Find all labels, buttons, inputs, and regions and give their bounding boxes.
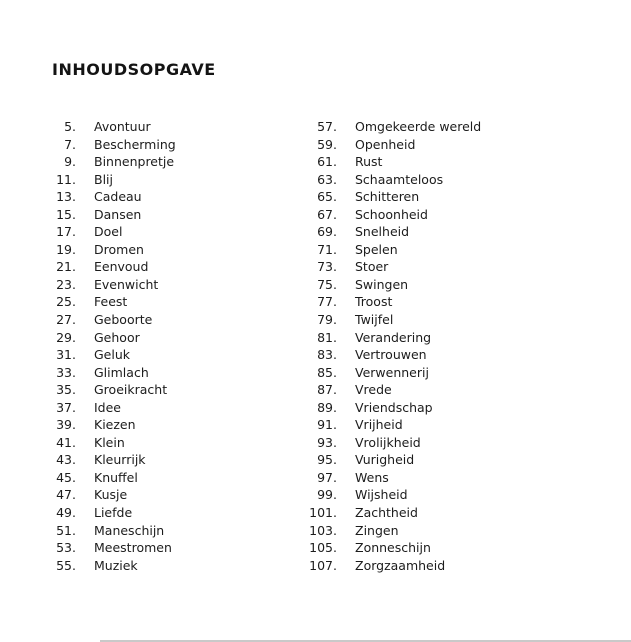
toc-entry <box>305 136 621 154</box>
toc-entry-number: 27. <box>56 312 76 328</box>
toc-entry-number: 87. <box>317 382 337 398</box>
toc-entry <box>44 504 305 522</box>
toc-entry-label: Zingen <box>355 522 399 538</box>
toc-entry-number: 77. <box>317 294 337 310</box>
toc-entry-number: 15. <box>56 206 76 222</box>
toc-entry-label: Kusje <box>94 487 128 503</box>
toc-entry-label: Gehoor <box>94 329 140 345</box>
toc-entry <box>44 364 305 382</box>
toc-entry <box>305 293 621 311</box>
toc-entry <box>305 557 621 575</box>
toc-entry <box>305 241 621 259</box>
toc-entry <box>305 171 621 189</box>
toc-entry <box>305 504 621 522</box>
toc-entry-number: 49. <box>56 505 76 521</box>
toc-entry-number: 95. <box>317 452 337 468</box>
toc-entry-number: 89. <box>317 399 337 415</box>
toc-entry-number: 25. <box>56 294 76 310</box>
toc-entry-number: 17. <box>56 224 76 240</box>
toc-entry-label: Kiezen <box>94 417 136 433</box>
page-title: INHOUDSOPGAVE <box>52 60 216 79</box>
toc-entry-label: Dromen <box>94 241 144 257</box>
toc-entry-label: Glimlach <box>94 364 149 380</box>
toc-entry-label: Troost <box>355 294 393 310</box>
toc-entry-label: Stoer <box>355 259 389 275</box>
toc-entry <box>44 469 305 487</box>
toc-entry-number: 91. <box>317 417 337 433</box>
toc-entry <box>305 399 621 417</box>
toc-entry-number: 85. <box>317 364 337 380</box>
toc-entry-label: Vrede <box>355 382 392 398</box>
toc-entry-label: Zonneschijn <box>355 540 431 556</box>
toc-entry <box>305 434 621 452</box>
toc-entry <box>44 522 305 540</box>
toc-entry-number: 63. <box>317 171 337 187</box>
toc-entry <box>44 399 305 417</box>
toc-entry-number: 75. <box>317 276 337 292</box>
toc-entry <box>44 293 305 311</box>
toc-entry <box>44 329 305 347</box>
toc-entry-label: Rust <box>355 154 383 170</box>
toc-entry-number: 11. <box>56 171 76 187</box>
toc-entry-number: 99. <box>317 487 337 503</box>
toc-entry <box>305 311 621 329</box>
toc-entry <box>44 276 305 294</box>
toc-entry <box>305 469 621 487</box>
toc-entry-label: Knuffel <box>94 469 138 485</box>
toc-entry <box>44 136 305 154</box>
toc-entry-label: Vriendschap <box>355 399 433 415</box>
toc-entry-number: 67. <box>317 206 337 222</box>
toc-entry-label: Wens <box>355 469 389 485</box>
toc-entry-label: Schoonheid <box>355 206 428 222</box>
toc-column-left <box>44 118 305 574</box>
toc-entry <box>305 486 621 504</box>
toc-entry-number: 33. <box>56 364 76 380</box>
toc-entry-number: 69. <box>317 224 337 240</box>
toc-entry-label: Vurigheid <box>355 452 415 468</box>
toc-entry <box>305 258 621 276</box>
toc-entry <box>305 276 621 294</box>
toc-entry <box>305 381 621 399</box>
toc-entry <box>44 557 305 575</box>
toc-entry-label: Twijfel <box>355 312 394 328</box>
toc-entry-label: Maneschijn <box>94 522 165 538</box>
toc-entry <box>44 346 305 364</box>
toc-entry-label: Liefde <box>94 505 133 521</box>
toc-entry <box>44 171 305 189</box>
toc-entry <box>44 416 305 434</box>
toc-entry <box>44 206 305 224</box>
toc-entry-label: Bescherming <box>94 136 176 152</box>
toc-entry-label: Doel <box>94 224 123 240</box>
toc-entry <box>305 223 621 241</box>
toc-entry-number: 5. <box>64 119 76 134</box>
toc-entry <box>305 329 621 347</box>
toc-entry-number: 7. <box>64 136 76 152</box>
toc-entry-number: 81. <box>317 329 337 345</box>
toc-entry <box>44 451 305 469</box>
toc-entry-label: Cadeau <box>94 189 142 205</box>
toc-entry-number: 41. <box>56 434 76 450</box>
toc-entry <box>305 118 621 136</box>
toc-entry-number: 103. <box>309 522 337 538</box>
toc-entry-number: 59. <box>317 136 337 152</box>
toc-entry-number: 35. <box>56 382 76 398</box>
toc-entry <box>44 486 305 504</box>
toc-entry-number: 31. <box>56 347 76 363</box>
toc-entry <box>305 346 621 364</box>
toc-entry <box>44 434 305 452</box>
toc-entry-number: 79. <box>317 312 337 328</box>
toc-entry-number: 51. <box>56 522 76 538</box>
toc-entry-label: Vertrouwen <box>355 347 427 363</box>
toc-entry-label: Klein <box>94 434 125 450</box>
toc-entry-number: 101. <box>309 505 337 521</box>
toc-entry-label: Openheid <box>355 136 416 152</box>
toc-entry-number: 93. <box>317 434 337 450</box>
toc-entry-number: 107. <box>309 557 337 573</box>
toc-entry-label: Schitteren <box>355 189 420 205</box>
toc-entry-label: Idee <box>94 399 122 415</box>
toc-entry-number: 53. <box>56 540 76 556</box>
toc-entry <box>305 416 621 434</box>
toc-entry <box>305 364 621 382</box>
toc-entry-label: Schaamteloos <box>355 171 444 187</box>
toc-entry <box>44 153 305 171</box>
toc-columns <box>44 118 621 574</box>
toc-entry-label: Dansen <box>94 206 142 222</box>
toc-entry-number: 61. <box>317 154 337 170</box>
toc-entry-number: 47. <box>56 487 76 503</box>
toc-entry-number: 71. <box>317 241 337 257</box>
toc-entry-label: Eenvoud <box>94 259 149 275</box>
toc-entry-number: 55. <box>56 557 76 573</box>
toc-entry <box>44 118 305 136</box>
toc-entry-number: 97. <box>317 469 337 485</box>
toc-entry <box>305 522 621 540</box>
toc-column-right <box>305 118 621 574</box>
toc-entry-label: Muziek <box>94 557 138 573</box>
toc-entry <box>44 311 305 329</box>
toc-entry-label: Groeikracht <box>94 382 168 398</box>
toc-entry-number: 43. <box>56 452 76 468</box>
toc-entry-label: Binnenpretje <box>94 154 175 170</box>
toc-entry <box>305 153 621 171</box>
toc-entry-label: Verwennerij <box>355 364 429 380</box>
toc-entry <box>44 381 305 399</box>
toc-entry-number: 9. <box>64 154 76 170</box>
toc-entry <box>44 241 305 259</box>
toc-entry-number: 37. <box>56 399 76 415</box>
toc-entry-number: 21. <box>56 259 76 275</box>
toc-entry <box>44 223 305 241</box>
toc-entry-label: Avontuur <box>94 119 151 134</box>
toc-entry-label: Blij <box>94 171 113 187</box>
toc-entry-label: Meestromen <box>94 540 172 556</box>
toc-entry-number: 39. <box>56 417 76 433</box>
toc-entry-label: Vrolijkheid <box>355 434 421 450</box>
toc-entry-number: 57. <box>317 119 337 134</box>
toc-entry <box>305 206 621 224</box>
toc-entry-number: 23. <box>56 276 76 292</box>
toc-entry <box>305 451 621 469</box>
toc-entry-number: 105. <box>309 540 337 556</box>
toc-entry <box>44 539 305 557</box>
toc-entry-number: 73. <box>317 259 337 275</box>
toc-entry-label: Zachtheid <box>355 505 418 521</box>
toc-entry-label: Zorgzaamheid <box>355 557 446 573</box>
toc-entry <box>305 539 621 557</box>
toc-entry-number: 19. <box>56 241 76 257</box>
toc-entry-number: 13. <box>56 189 76 205</box>
toc-entry-label: Vrijheid <box>355 417 403 433</box>
toc-entry <box>305 188 621 206</box>
toc-entry-label: Geboorte <box>94 312 153 328</box>
toc-entry-number: 45. <box>56 469 76 485</box>
toc-entry-label: Wijsheid <box>355 487 408 503</box>
toc-entry <box>44 188 305 206</box>
toc-entry-number: 29. <box>56 329 76 345</box>
toc-entry-number: 65. <box>317 189 337 205</box>
toc-entry-label: Snelheid <box>355 224 410 240</box>
toc-entry-label: Feest <box>94 294 128 310</box>
toc-entry-label: Verandering <box>355 329 432 345</box>
toc-entry <box>44 258 305 276</box>
toc-entry-label: Spelen <box>355 241 398 257</box>
toc-entry-label: Kleurrijk <box>94 452 146 468</box>
toc-entry-label: Evenwicht <box>94 276 159 292</box>
toc-entry-label: Omgekeerde wereld <box>355 119 482 134</box>
toc-entry-label: Geluk <box>94 347 131 363</box>
toc-entry-number: 83. <box>317 347 337 363</box>
toc-entry-label: Swingen <box>355 276 409 292</box>
